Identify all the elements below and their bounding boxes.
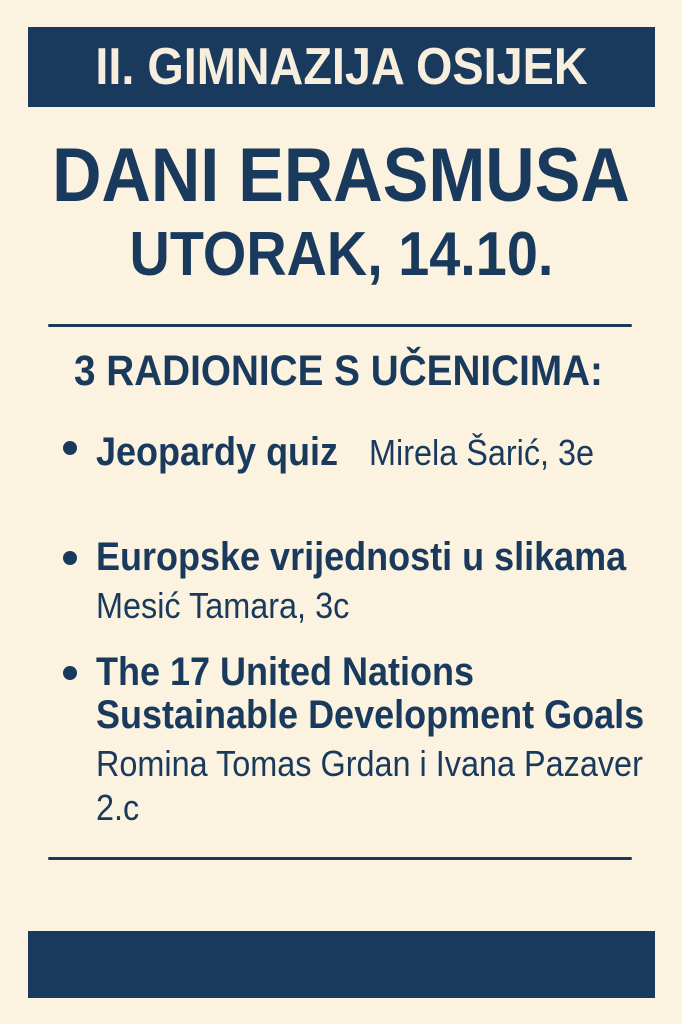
list-item [96,426,620,475]
footer-bar [28,931,655,998]
workshop-presenter [96,584,349,628]
poster-title [0,134,682,218]
workshop-title [96,431,338,474]
workshop-presenter-line: Mirela Šarić, 3e [369,432,595,473]
list-item [96,651,682,830]
workshop-title-line: Sustainable Development Goals [96,693,645,737]
poster-date [0,221,682,289]
workshop-title [96,651,644,737]
section-heading [74,347,662,395]
workshop-presenter [369,431,594,475]
bullet-icon [63,666,77,680]
workshop-title-line: Europske vrijednosti u slikama [96,535,627,579]
top-divider-line [48,324,632,327]
poster-title-text: DANI ERASMUSA [52,133,630,218]
school-banner-text: II. GIMNAZIJA OSIJEK [95,38,588,96]
workshop-title-line: The 17 United Nations [96,650,475,694]
workshop-presenter [96,742,643,830]
workshop-presenter-line: Romina Tomas Grdan i Ivana Pazaver [96,743,643,784]
workshop-title-line: Jeopardy quiz [96,430,339,474]
workshop-presenter-line: 2.c [96,787,140,828]
school-banner [28,27,655,107]
poster-date-text: UTORAK, 14.10. [129,220,553,289]
bottom-divider-line [48,857,632,860]
workshop-title [96,536,626,579]
section-heading-text: 3 RADIONICE S UČENICIMA: [74,347,603,395]
list-item [96,536,682,628]
bullet-icon [63,441,77,455]
workshop-presenter-line: Mesić Tamara, 3c [96,585,350,626]
bullet-icon [63,551,77,565]
